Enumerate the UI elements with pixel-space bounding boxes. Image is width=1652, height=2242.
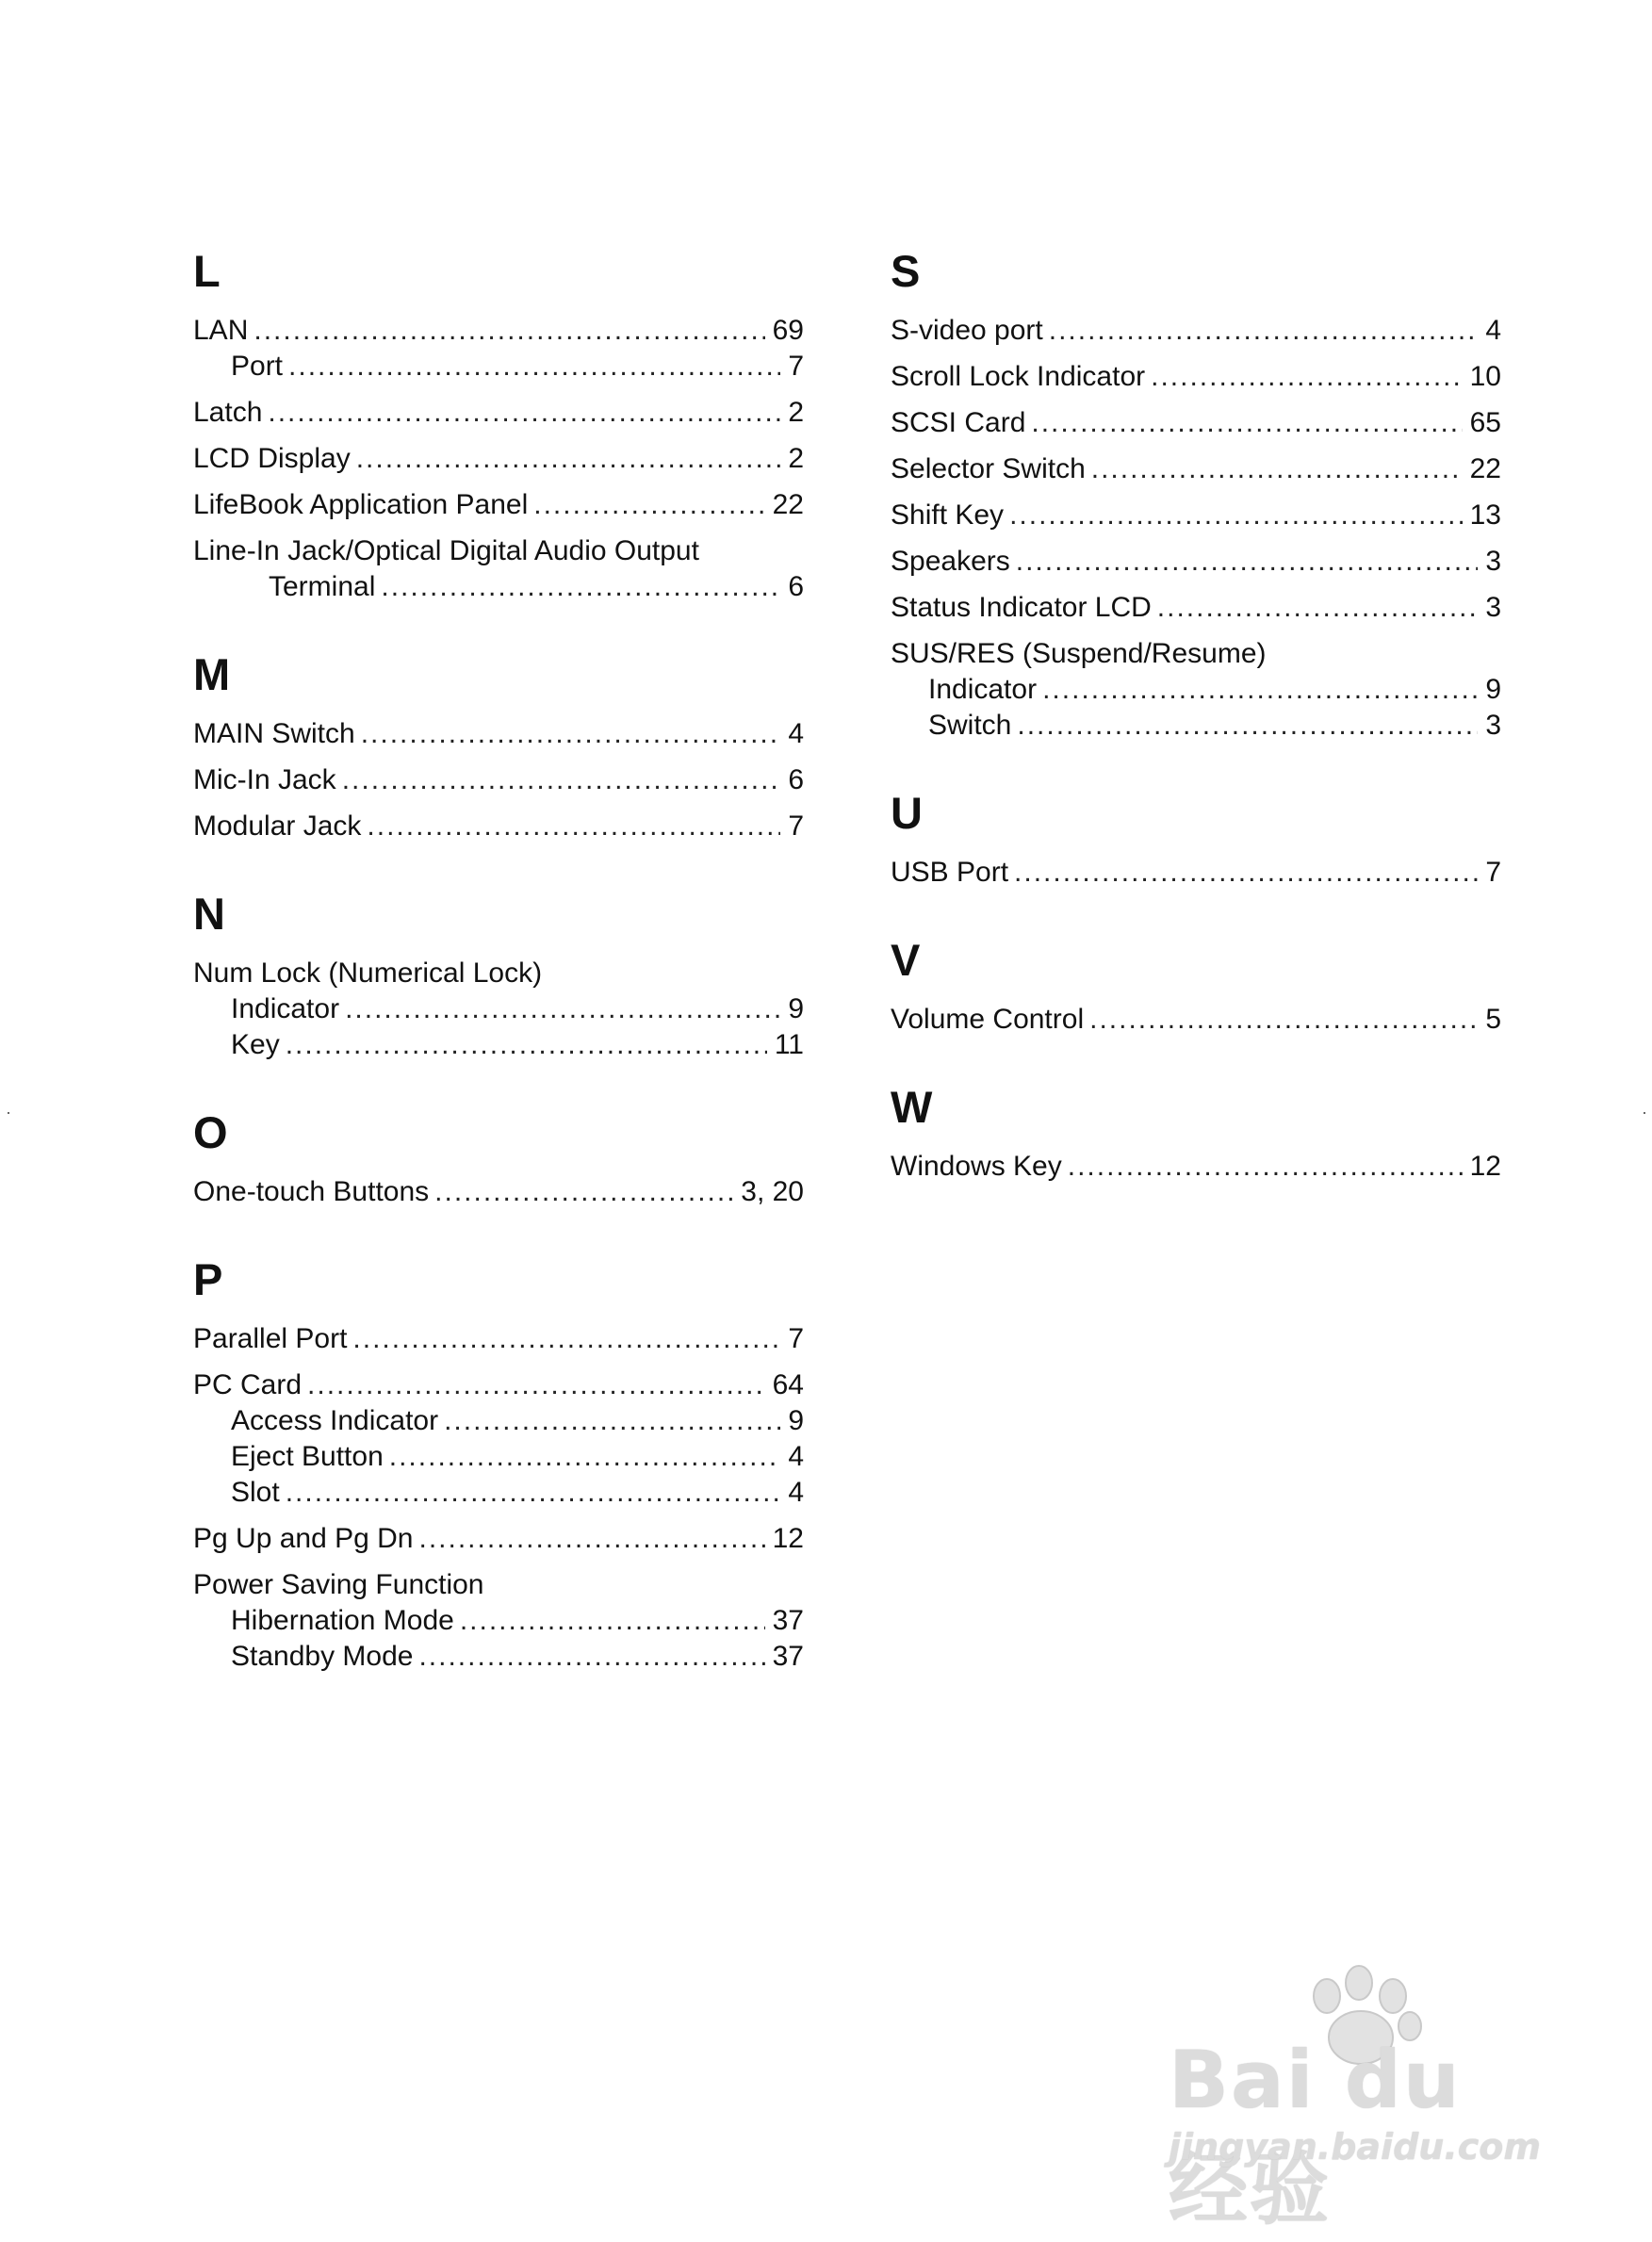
index-term: Line-In Jack/Optical Digital Audio Output (193, 535, 699, 566)
index-term: Latch (193, 397, 263, 428)
page-number: 22 (772, 489, 804, 520)
page-number: 37 (772, 1641, 804, 1672)
dot-leader (1031, 405, 1462, 441)
index-line-scsi-card (891, 405, 1501, 441)
dot-leader (381, 569, 780, 605)
page-number: 7 (788, 810, 804, 842)
index-line-one-touch-buttons (193, 1174, 804, 1210)
dot-leader (254, 313, 764, 349)
index-term: LifeBook Application Panel (193, 489, 529, 520)
index-line-modular-jack (193, 809, 804, 844)
dot-leader (361, 716, 781, 752)
index-line-key (193, 1027, 804, 1063)
index-entry (193, 716, 804, 752)
index-entry (193, 441, 804, 477)
index-line-eject-button (193, 1439, 804, 1475)
index-line-switch (891, 708, 1501, 744)
dot-leader (1089, 1002, 1478, 1038)
dot-leader (1017, 708, 1478, 744)
index-term: Access Indicator (231, 1405, 439, 1436)
index-line-status-indicator-lcd (891, 590, 1501, 626)
page-number: 2 (788, 397, 804, 428)
index-entry (891, 590, 1501, 626)
index-entry (891, 405, 1501, 441)
section-letter: P (193, 1254, 223, 1304)
index-line-access-indicator (193, 1403, 804, 1439)
page-number: 37 (772, 1605, 804, 1636)
index-term: Terminal (269, 571, 376, 602)
index-line-power-saving-function (193, 1567, 804, 1603)
index-entry (193, 956, 804, 1063)
index-line-lcd-display (193, 441, 804, 477)
baidu-watermark (1150, 1960, 1555, 2235)
dot-leader (342, 762, 781, 798)
index-entry (193, 1367, 804, 1511)
index-entry (193, 809, 804, 844)
index-entry (193, 313, 804, 385)
index-term: LCD Display (193, 443, 351, 474)
dot-leader (286, 1027, 767, 1063)
dot-leader (418, 1521, 764, 1557)
index-line-slot (193, 1475, 804, 1511)
index-line-hibernation-mode (193, 1603, 804, 1639)
index-line-selector-switch (891, 451, 1501, 487)
index-term: Indicator (928, 674, 1038, 705)
index-line-sus-res-suspend-resume (891, 636, 1501, 672)
page-number: 6 (788, 764, 804, 795)
index-section-m (193, 650, 804, 844)
dot-leader (1157, 590, 1479, 626)
index-line-mic-in-jack (193, 762, 804, 798)
index-term: Standby Mode (231, 1641, 414, 1672)
dot-leader (1049, 313, 1479, 349)
dot-leader (345, 991, 780, 1027)
page-number: 12 (1469, 1151, 1501, 1182)
page-number: 7 (1485, 857, 1501, 888)
index-term: Key (231, 1029, 280, 1060)
page-number: 3 (1485, 546, 1501, 577)
crop-mark-left (8, 1112, 9, 1114)
section-letter: O (193, 1107, 228, 1157)
dot-leader (460, 1603, 765, 1639)
dot-leader (418, 1639, 764, 1675)
dot-leader (533, 487, 764, 523)
dot-leader (1016, 544, 1479, 580)
section-letter: S (891, 246, 921, 296)
index-line-main-switch (193, 716, 804, 752)
index-term: USB Port (891, 857, 1009, 888)
dot-leader (352, 1321, 780, 1357)
index-line-num-lock-numerical-lock (193, 956, 804, 991)
dot-leader (444, 1403, 780, 1439)
index-section-s (891, 247, 1501, 744)
index-section-l (193, 247, 804, 605)
section-letter: N (193, 889, 225, 939)
index-entry (891, 1002, 1501, 1038)
index-column-left (193, 247, 804, 1720)
index-section-p (193, 1255, 804, 1675)
dot-leader (1068, 1149, 1463, 1185)
watermark-brand: Bai du 经验 (1169, 2034, 1462, 2235)
section-letter: U (891, 788, 923, 838)
dot-leader (1091, 451, 1463, 487)
index-term: Scroll Lock Indicator (891, 361, 1146, 392)
page-number: 69 (772, 315, 804, 346)
index-line-indicator (193, 991, 804, 1027)
index-term: One-touch Buttons (193, 1176, 430, 1207)
index-term: Shift Key (891, 499, 1005, 531)
index-line-port (193, 349, 804, 385)
index-entry (891, 359, 1501, 395)
page-number: 64 (772, 1369, 804, 1400)
crop-mark-right (1644, 1112, 1645, 1114)
page-number: 7 (788, 351, 804, 382)
index-term: Indicator (231, 993, 340, 1024)
dot-leader (268, 395, 780, 431)
index-term: Volume Control (891, 1004, 1085, 1035)
index-line-standby-mode (193, 1639, 804, 1675)
page-number: 9 (1485, 674, 1501, 705)
index-entry (193, 1321, 804, 1357)
index-line-lifebook-application-panel (193, 487, 804, 523)
section-letter: W (891, 1082, 933, 1132)
index-entry (891, 498, 1501, 533)
page-number: 9 (788, 1405, 804, 1436)
index-section-u (891, 789, 1501, 891)
index-entry (891, 313, 1501, 349)
index-entry (193, 1521, 804, 1557)
page-number: 2 (788, 443, 804, 474)
index-line-speakers (891, 544, 1501, 580)
dot-leader (356, 441, 781, 477)
index-term: Mic-In Jack (193, 764, 336, 795)
index-term: PC Card (193, 1369, 303, 1400)
index-entry (891, 855, 1501, 891)
index-entry (193, 533, 804, 605)
index-section-o (193, 1108, 804, 1210)
page-number: 9 (788, 993, 804, 1024)
section-letter: L (193, 246, 221, 296)
index-line-latch (193, 395, 804, 431)
index-term: Speakers (891, 546, 1010, 577)
index-line-line-in-jack-optical-digital-audio-output (193, 533, 804, 569)
index-term: Num Lock (Numerical Lock) (193, 957, 543, 989)
index-line-lan (193, 313, 804, 349)
index-term: Status Indicator LCD (891, 592, 1152, 623)
index-line-parallel-port (193, 1321, 804, 1357)
section-letter: V (891, 935, 921, 985)
index-section-v (891, 936, 1501, 1038)
index-line-volume-control (891, 1002, 1501, 1038)
index-term: Windows Key (891, 1151, 1062, 1182)
index-term: Hibernation Mode (231, 1605, 454, 1636)
index-entry (891, 636, 1501, 744)
page-number: 7 (788, 1323, 804, 1354)
page-number: 12 (772, 1523, 804, 1554)
index-section-n (193, 890, 804, 1063)
page-number: 4 (788, 1477, 804, 1508)
index-column-right (891, 247, 1501, 1230)
index-section-w (891, 1083, 1501, 1185)
dot-leader (1009, 498, 1463, 533)
page-number: 65 (1469, 407, 1501, 438)
dot-leader (288, 349, 780, 385)
index-line-windows-key (891, 1149, 1501, 1185)
index-term: Parallel Port (193, 1323, 348, 1354)
index-term: SUS/RES (Suspend/Resume) (891, 638, 1267, 669)
dot-leader (434, 1174, 733, 1210)
dot-leader (1014, 855, 1478, 891)
dot-leader (1042, 672, 1478, 708)
index-term: SCSI Card (891, 407, 1026, 438)
dot-leader (389, 1439, 781, 1475)
index-line-usb-port (891, 855, 1501, 891)
index-entry (891, 451, 1501, 487)
page-number: 4 (788, 1441, 804, 1472)
page-number: 5 (1485, 1004, 1501, 1035)
index-line-pg-up-and-pg-dn (193, 1521, 804, 1557)
section-letter: M (193, 649, 231, 699)
index-line-indicator (891, 672, 1501, 708)
dot-leader (307, 1367, 765, 1403)
page-number: 4 (1485, 315, 1501, 346)
index-entry (193, 395, 804, 431)
index-line-s-video-port (891, 313, 1501, 349)
dot-leader (367, 809, 780, 844)
index-term: S-video port (891, 315, 1043, 346)
watermark-url: jingyan.baidu.com (1169, 2126, 1541, 2168)
index-line-shift-key (891, 498, 1501, 533)
index-term: LAN (193, 315, 249, 346)
index-line-terminal (193, 569, 804, 605)
index-term: Eject Button (231, 1441, 384, 1472)
page-number: 3 (1485, 592, 1501, 623)
index-entry (193, 1567, 804, 1675)
page-number: 13 (1469, 499, 1501, 531)
page-number: 4 (788, 718, 804, 749)
page-number: 3 (1485, 710, 1501, 741)
index-entry (193, 762, 804, 798)
index-line-scroll-lock-indicator (891, 359, 1501, 395)
page-number: 3, 20 (741, 1176, 804, 1207)
page-number: 10 (1469, 361, 1501, 392)
page-number: 11 (774, 1029, 804, 1060)
index-term: Slot (231, 1477, 280, 1508)
page-number: 6 (788, 571, 804, 602)
dot-leader (1151, 359, 1463, 395)
index-term: Pg Up and Pg Dn (193, 1523, 414, 1554)
index-line-pc-card (193, 1367, 804, 1403)
index-term: Port (231, 351, 284, 382)
index-entry (891, 544, 1501, 580)
dot-leader (286, 1475, 781, 1511)
index-entry (193, 1174, 804, 1210)
index-entry (193, 487, 804, 523)
index-term: Selector Switch (891, 453, 1086, 484)
index-term: MAIN Switch (193, 718, 355, 749)
index-entry (891, 1149, 1501, 1185)
page-number: 22 (1469, 453, 1501, 484)
index-term: Switch (928, 710, 1012, 741)
index-term: Modular Jack (193, 810, 362, 842)
index-term: Power Saving Function (193, 1569, 484, 1600)
